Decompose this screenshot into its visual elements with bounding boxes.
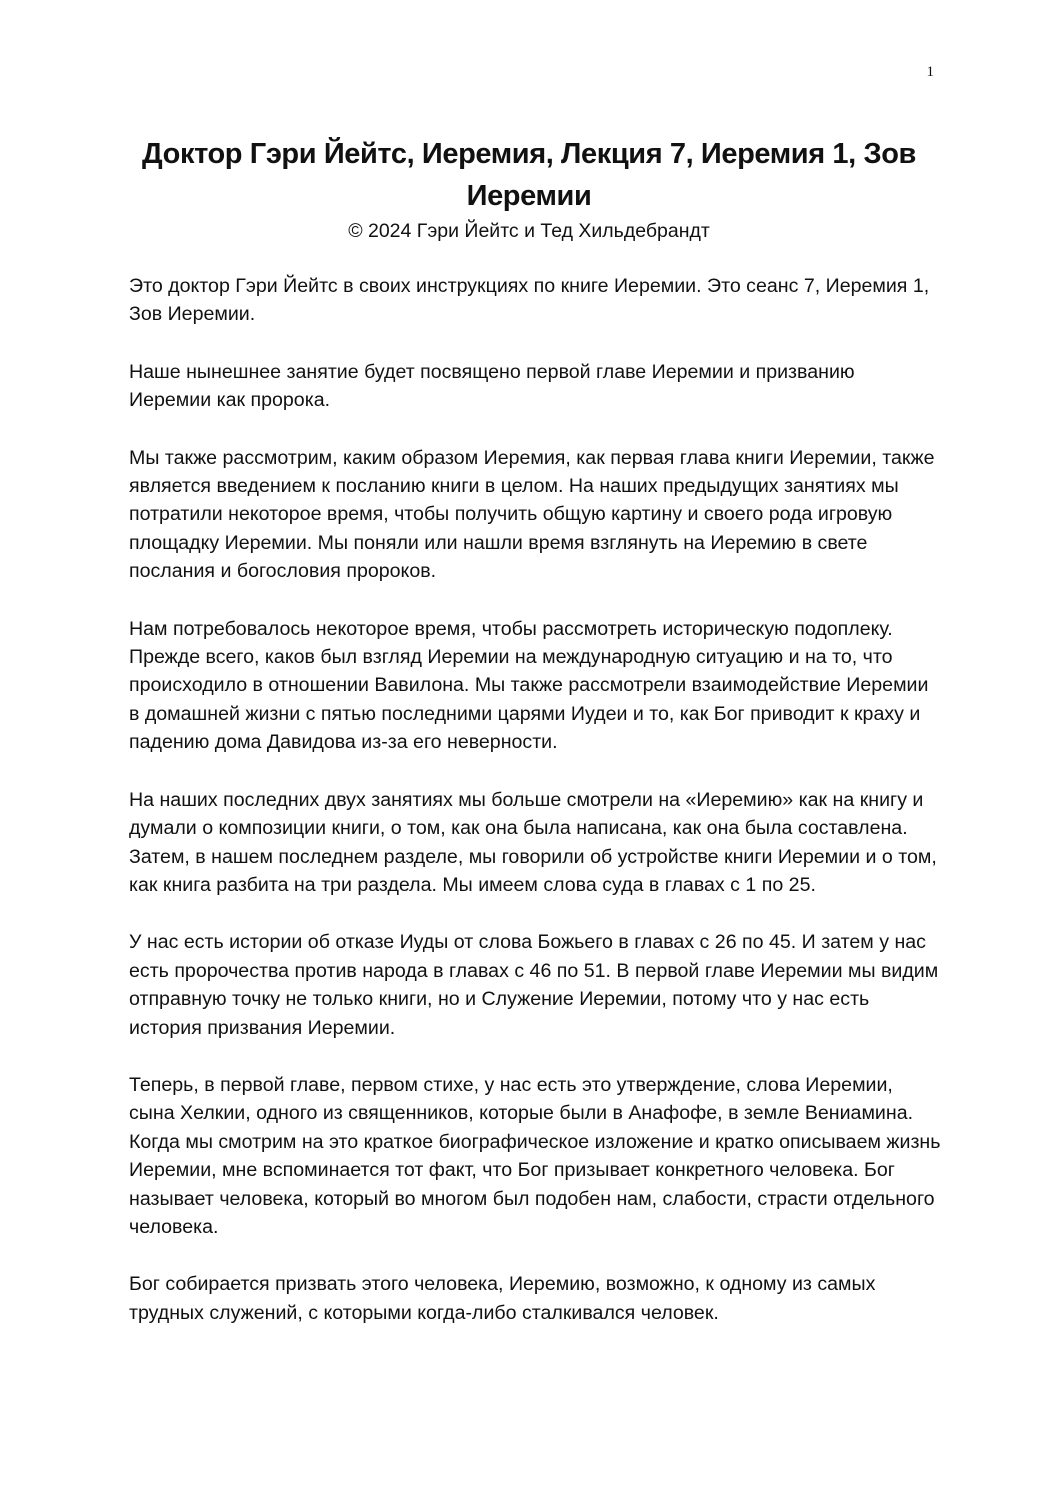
document-title: Доктор Гэри Йейтс, Иеремия, Лекция 7, Иеремия 1, Зов Иеремии [142,138,916,212]
copyright-line: © 2024 Гэри Йейтс и Тед Хильдебрандт [348,220,710,242]
paragraph-1: Это доктор Гэри Йейтс в своих инструкциях по книге Иеремии. Это сеанс 7, Иеремия 1, Зов Иеремии. [129,275,930,326]
paragraph-7: Теперь, в первой главе, первом стихе, у нас есть это утверждение, слова Иеремии, сына Хелкии, одного из священников, которые были в Анафофе, в земле Вениамина. Когда мы смотрим на это краткое биографическое изложение и кратко описываем жизнь Иеремии, мне вспоминается тот факт, что Бог призывает конкретного человека. Бог называет человека, который во многом был подобен нам, слабости, страсти отдельного человека. [129,1073,941,1238]
paragraph-5: На наших последних двух занятиях мы больше смотрели на «Иеремию» как на книгу и думали о композиции книги, о том, как она была написана, как она была составлена. Затем, в нашем последнем разделе, мы говорили об устройстве книги Иеремии и о том, как книга разбита на три раздела. Мы имеем слова суда в главах с 1 по 25. [129,788,937,896]
paragraph-3: Мы также рассмотрим, каким образом Иеремия, как первая глава книги Иеремии, также является введением к посланию книги в целом. На наших предыдущих занятиях мы потратили некоторое время, чтобы получить общую картину и своего рода игровую площадку Иеремии. Мы поняли или нашли время взглянуть на Иеремию в свете послания и богословия пророков. [129,446,935,583]
document-body [129,272,941,1356]
paragraph-8: Бог собирается призвать этого человека, Иеремию, возможно, к одному из самых трудных служений, с которыми когда-либо сталкивался человек. [129,1273,876,1324]
paragraph-4: Нам потребовалось некоторое время, чтобы рассмотреть историческую подоплеку. Прежде всего, каков был взгляд Иеремии на международную ситуацию и на то, что происходило в отношении Вавилона. Мы также рассмотрели взаимодействие Иеремии в домашней жизни с пятью последними царями Иудеи и то, как Бог приводит к краху и падению дома Давидова из-за его неверности. [129,617,929,754]
paragraph-2: Наше нынешнее занятие будет посвящено первой главе Иеремии и призванию Иеремии как пророка. [129,360,855,412]
page-number: 1 [926,64,934,80]
paragraph-6: У нас есть истории об отказе Иуды от слова Божьего в главах с 26 по 45. И затем у нас есть пророчества против народа в главах с 46 по 51. В первой главе Иеремии мы видим отправную точку не только книги, но и Служение Иеремии, потому что у нас есть история призвания Иеремии. [129,931,939,1039]
